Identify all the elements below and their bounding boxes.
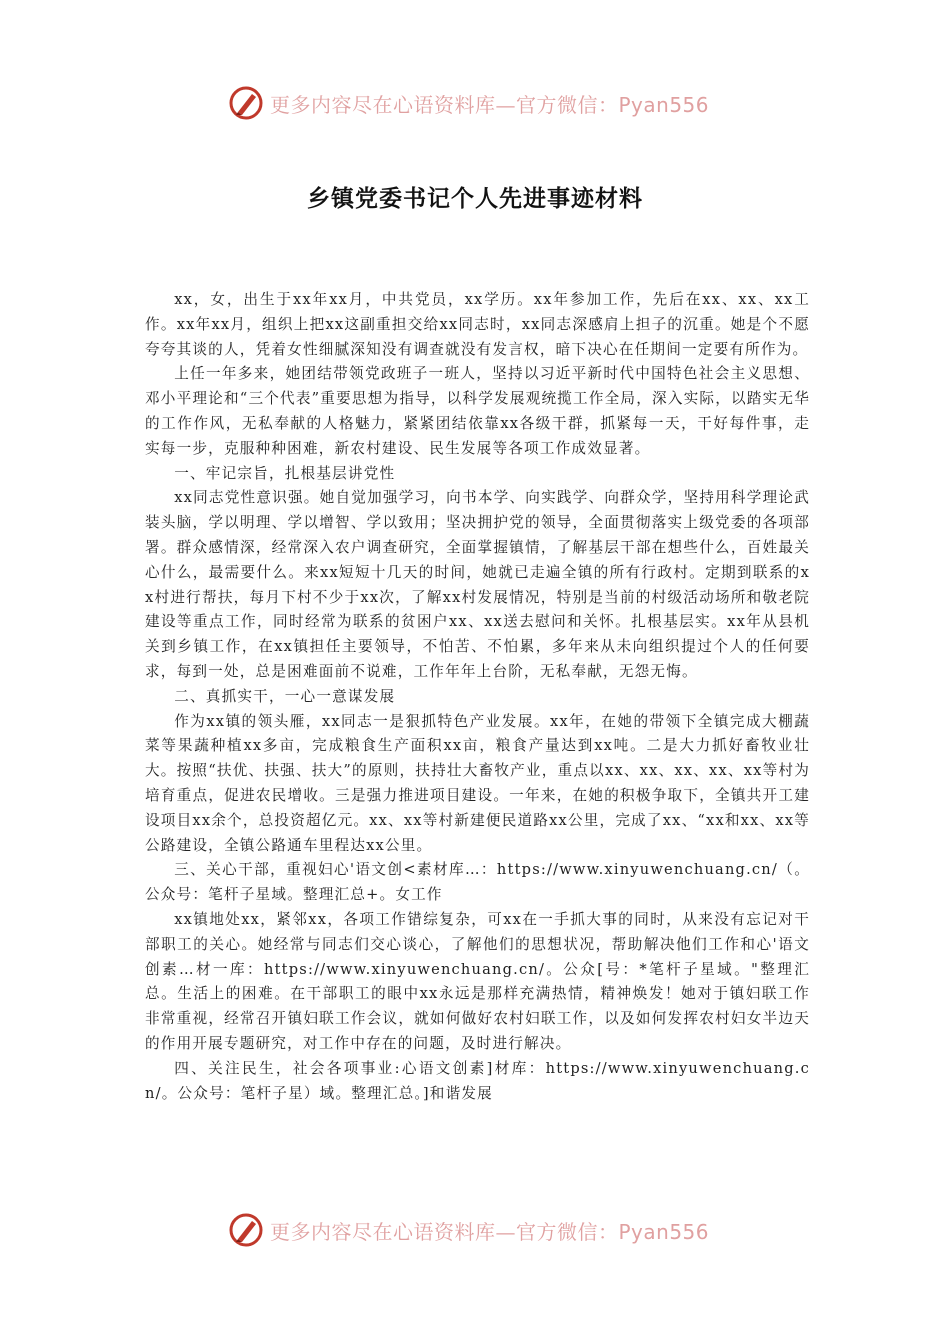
section-heading: 二、真抓实干，一心一意谋发展 [174,687,396,705]
section-heading: 四、关注民生，社会各项事业:心语文创素]材库：https://www.xinyuwenchuang.cn/。公众号：笔杆子星）域。整理汇总。]和谐发展 [145,1059,810,1102]
paragraph: 上任一年多来，她团结带领党政班子一班人，坚持以习近平新时代中国特色社会主义思想、邓小平理论和“三个代表”重要思想为指导，以科学发展观统揽工作全局，深入实际，以踏实无华的工作作风，无私奉献的人格魅力，紧紧团结依靠xx各级干群，抓紧每一天，干好每件事，走实每一步，克服种种困难，新农村建设、民生发展等各项工作成效显著。 [145,365,810,457]
document-body [145,288,810,1106]
paragraph: 作为xx镇的领头雁，xx同志一是狠抓特色产业发展。xx年，在她的带领下全镇完成大棚蔬菜等果蔬种植xx多亩，完成粮食生产面积xx亩，粮食产量达到xx吨。二是大力抓好畜牧业壮大。按照“扶优、扶强、扶大”的原则，扶持壮大畜牧产业，重点以xx、xx、xx、xx、xx等村为培育重点，促进农民增收。三是强力推进项目建设。一年来，在她的积极争取下，全镇共开工建设项目xx余个，总投资超亿元。xx、xx等村新建便民道路xx公里，完成了xx、“xx和xx、xx等公路建设，全镇公路通车里程达xx公里。 [145,712,810,854]
footer-banner [228,1210,748,1250]
paragraph: xx同志党性意识强。她自觉加强学习，向书本学、向实践学、向群众学，坚持用科学理论武装头脑，学以明理、学以增智、学以致用；坚决拥护党的领导，全面贯彻落实上级党委的各项部署。群众感情深，经常深入农户调查研究，全面掌握镇情，了解基层干部在想些什么，百姓最关心什么，最需要什么。来xx短短十几天的时间，她就已走遍全镇的所有行政村。定期到联系的xx村进行帮扶，每月下村不少于xx次，了解xx村发展情况，特别是当前的村级活动场所和敬老院建设等重点工作，同时经常为联系的贫困户xx、xx送去慰问和关怀。扎根基层实。xx年从县机关到乡镇工作，在xx镇担任主要领导，不怕苦、不怕累，多年来从未向组织提过个人的任何要求，每到一处，总是困难面前不说难，工作年年上台阶，无私奉献，无怨无悔。 [145,489,810,680]
wechat-id: Pyan556 [618,1219,710,1244]
header-banner [228,83,748,123]
document-title: 乡镇党委书记个人先进事迹材料 [307,185,643,212]
banner-text: 更多内容尽在心语资料库—官方微信：Pyan556 [270,1219,710,1244]
pen-logo-icon [228,1212,264,1248]
section-heading: 一、牢记宗旨，扎根基层讲党性 [174,464,396,482]
pen-logo-icon [228,85,264,121]
wechat-id: Pyan556 [618,92,710,117]
paragraph: xx镇地处xx，紧邻xx，各项工作错综复杂，可xx在一手抓大事的同时，从来没有忘记对干部职工的关心。她经常与同志们交心谈心，了解他们的思想状况，帮助解决他们工作和心'语文创素…材一库：https://www.xinyuwenchuang.cn/。公众[号：*笔杆子星域。"整理汇总。生活上的困难。在干部职工的眼中xx永远是那样充满热情，精神焕发！她对于镇妇联工作非常重视，经常召开镇妇联工作会议，就如何做好农村妇联工作，以及如何发挥农村妇女半边天的作用开展专题研究，对工作中存在的问题，及时进行解决。 [145,910,810,1052]
paragraph: xx，女，出生于xx年xx月，中共党员，xx学历。xx年参加工作，先后在xx、xx、xx工作。xx年xx月，组织上把xx这副重担交给xx同志时，xx同志深感肩上担子的沉重。她是个不愿夸夸其谈的人，凭着女性细腻深知没有调查就没有发言权，暗下决心在任期间一定要有所作为。 [145,291,810,358]
section-heading: 三、关心干部，重视妇心'语文创<素材库…：https://www.xinyuwenchuang.cn/（。公众号：笔杆子星域。整理汇总+。女工作 [145,861,810,904]
banner-text: 更多内容尽在心语资料库—官方微信：Pyan556 [270,92,710,117]
